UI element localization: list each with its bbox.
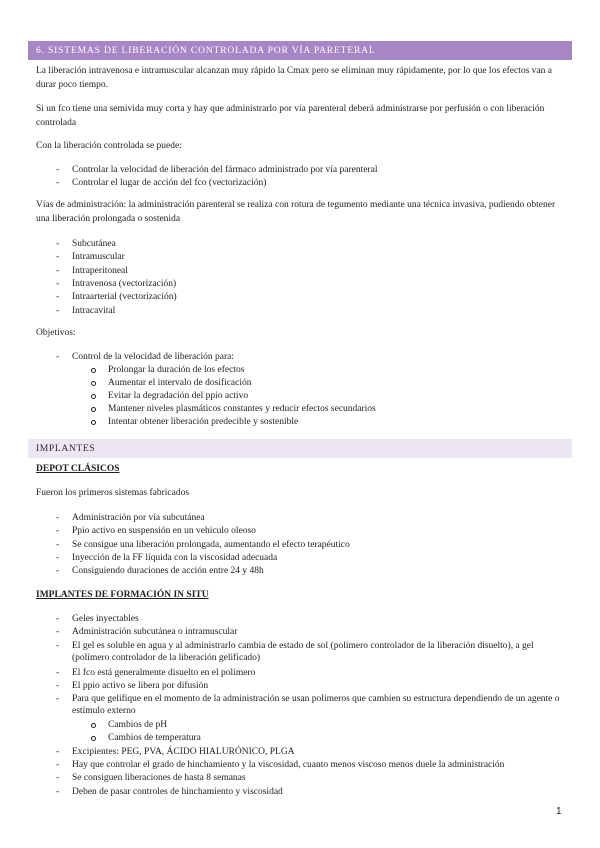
dash-marker: - <box>56 178 60 188</box>
objective-item: Prolongar la duración de los efectos <box>108 365 245 375</box>
insitu-item: Deben de pasar controles de hinchamiento y viscosidad <box>72 787 283 797</box>
objective-item: Mantener niveles plasmáticos constantes y reducir efectos secundarios <box>108 404 376 414</box>
insitu-item: El ppio activo se libera por difusión <box>72 681 209 691</box>
objective-item: Intentar obtener liberación predecible y sostenible <box>108 417 299 427</box>
dash-marker: - <box>56 641 60 651</box>
intro-paragraph: La liberación intravenosa e intramuscular alcanzan muy rápido la Cmax pero se eliminan muy rápidamente, por lo que los efectos van a durar poco tiempo. <box>36 66 552 90</box>
can-item: Controlar la velocidad de liberación del fármaco administrado por vía parenteral <box>72 165 378 175</box>
page-number: 1 <box>556 806 562 817</box>
depot-intro: Fueron los primeros sistemas fabricados <box>36 488 190 498</box>
route-item: Intraperitoneal <box>72 266 128 276</box>
depot-item: Inyección de la FF líquida con la viscosidad adecuada <box>72 553 278 563</box>
section-6-title: 6. SISTEMAS DE LIBERACIÓN CONTROLADA POR VÍA PARETERAL <box>28 41 572 60</box>
objective-item: Evitar la degradación del ppio activo <box>108 391 249 401</box>
dash-marker: - <box>56 352 60 362</box>
insitu-item: Se consiguen liberaciones de hasta 8 semanas <box>72 773 246 783</box>
circle-bullet-icon <box>90 732 97 744</box>
dash-marker: - <box>56 681 60 691</box>
dash-marker: - <box>56 760 60 770</box>
circle-bullet-icon <box>90 403 97 415</box>
depot-item: Ppio activo en suspensión en un vehículo oleoso <box>72 526 256 536</box>
stimulus-item: Cambios de pH <box>108 720 168 730</box>
route-item: Intraarterial (vectorización) <box>72 292 177 302</box>
circle-bullet-icon <box>90 377 97 389</box>
dash-marker: - <box>56 513 60 523</box>
dash-marker: - <box>56 239 60 249</box>
route-item: Intracavital <box>72 306 116 316</box>
dash-marker: - <box>56 566 60 576</box>
dash-marker: - <box>56 787 60 797</box>
route-item: Subcutánea <box>72 239 116 249</box>
semivida-paragraph: Si un fco tiene una semivida muy corta y hay que administrarlo por vía parenteral deberá administrarse por perfusión o con liberación controlada <box>36 104 545 128</box>
insitu-item: Para que gelifique en el momento de la administración se usan polímeros que cambien su estructura dependiendo de un agente o estímulo externo <box>72 694 560 716</box>
dash-marker: - <box>56 266 60 276</box>
depot-item: Consiguiendo duraciones de acción entre 24 y 48h <box>72 566 264 576</box>
dash-marker: - <box>56 279 60 289</box>
dash-marker: - <box>56 627 60 637</box>
depot-item: Administración por vía subcutánea <box>72 513 205 523</box>
route-item: Intramuscular <box>72 252 125 262</box>
dash-marker: - <box>56 553 60 563</box>
depot-heading: DEPOT CLÁSICOS <box>36 464 120 474</box>
insitu-item: Geles inyectables <box>72 614 139 624</box>
depot-item: Se consigue una liberación prolongada, aumentando el efecto terapéutico <box>72 540 350 550</box>
circle-bullet-icon <box>90 416 97 428</box>
objective-main: Control de la velocidad de liberación para: <box>72 352 234 362</box>
can-item: Controlar el lugar de acción del fco (vectorización) <box>72 178 267 188</box>
dash-marker: - <box>56 526 60 536</box>
route-item: Intravenosa (vectorización) <box>72 279 177 289</box>
dash-marker: - <box>56 694 60 704</box>
insitu-item: Administración subcutánea o intramuscular <box>72 627 238 637</box>
dash-marker: - <box>56 540 60 550</box>
can-intro: Con la liberación controlada se puede: <box>36 141 182 151</box>
dash-marker: - <box>56 306 60 316</box>
insitu-item: El fco está generalmente disuelto en el polímero <box>72 668 256 678</box>
dash-marker: - <box>56 747 60 757</box>
insitu-item: Excipientes: PEG, PVA, ÁCIDO HIALURÓNICO, PLGA <box>72 747 295 757</box>
circle-bullet-icon <box>90 390 97 402</box>
insitu-heading: IMPLANTES DE FORMACIÓN IN SITU <box>36 590 209 600</box>
dash-marker: - <box>56 252 60 262</box>
dash-marker: - <box>56 165 60 175</box>
dash-marker: - <box>56 668 60 678</box>
objective-item: Aumentar el intervalo de dosificación <box>108 378 252 388</box>
objectives-label: Objetivos: <box>36 328 76 338</box>
dash-marker: - <box>56 614 60 624</box>
circle-bullet-icon <box>90 364 97 376</box>
dash-marker: - <box>56 773 60 783</box>
implantes-title: IMPLANTES <box>28 439 572 458</box>
stimulus-item: Cambios de temperatura <box>108 733 201 743</box>
insitu-item: Hay que controlar el grado de hinchamiento y la viscosidad, cuanto menos viscoso menos duele la administración <box>72 760 505 770</box>
circle-bullet-icon <box>90 719 97 731</box>
dash-marker: - <box>56 292 60 302</box>
routes-intro: Vías de administración: la administración parenteral se realiza con rotura de tegumento mediante una técnica invasiva, pudiendo obtener una liberación prolongada o sostenida <box>36 200 556 224</box>
insitu-item: El gel es soluble en agua y al administrarlo cambia de estado de sol (polímero controlador de la liberación disuelto), a gel (polímero controlador de la liberación gelificado) <box>72 641 534 663</box>
